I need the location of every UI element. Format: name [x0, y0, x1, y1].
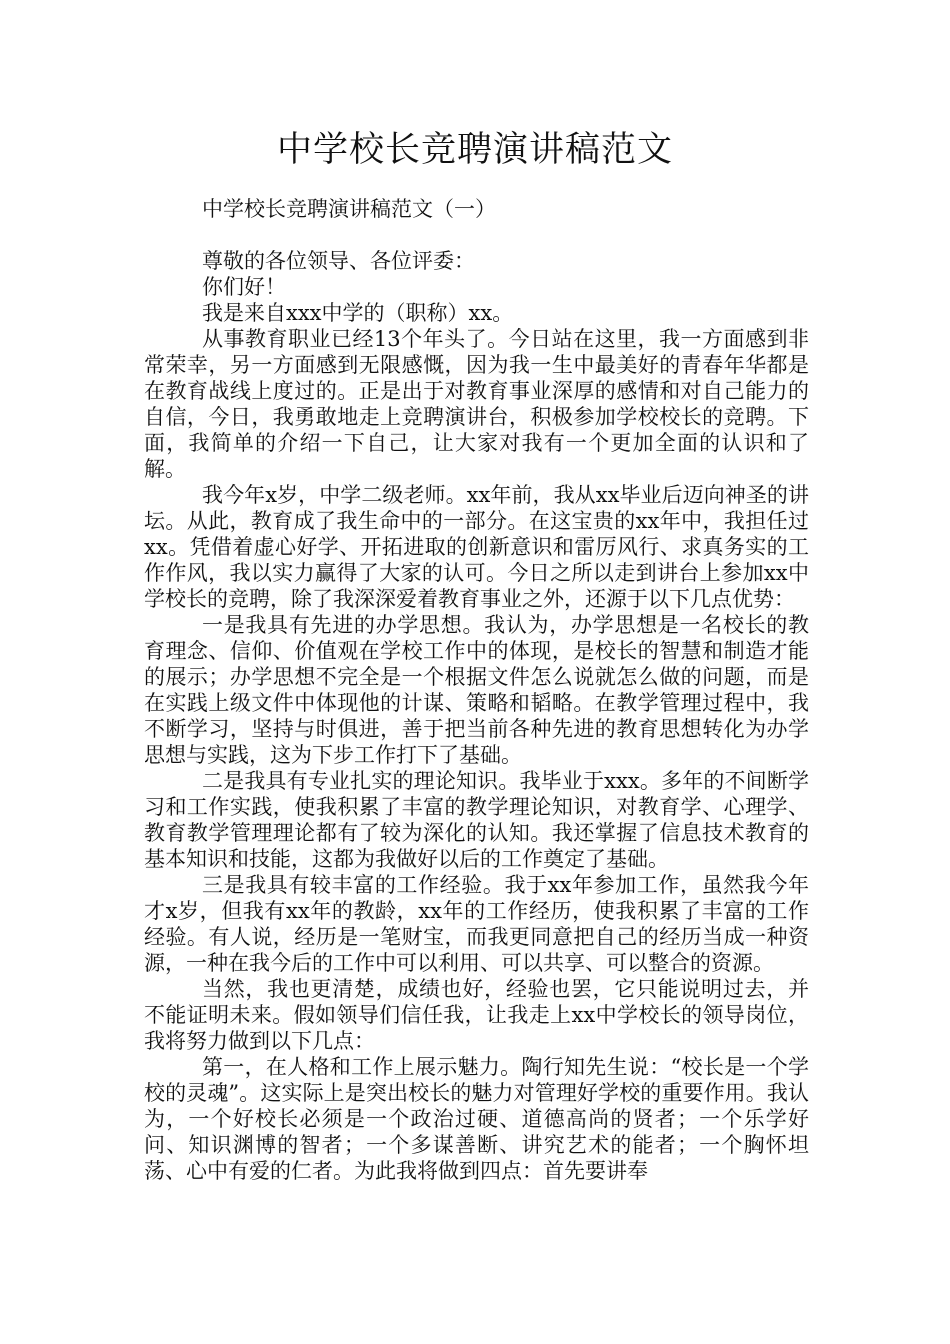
- paragraph: 二是我具有专业扎实的理论知识。我毕业于xxx。多年的不间断学习和工作实践，使我积累了丰富的教学理论知识，对教育学、心理学、教育教学管理理论都有了较为深化的认知。我还掌握了信息技术教育的基本知识和技能，这都为我做好以后的工作奠定了基础。: [144, 769, 809, 871]
- document-body: [144, 196, 809, 1184]
- paragraph: 从事教育职业已经13个年头了。今日站在这里，我一方面感到非常荣幸，另一方面感到无限感慨，因为我一生中最美好的青春年华都是在教育战线上度过的。正是出于对教育事业深厚的感情和对自己能力的自信，今日，我勇敢地走上竞聘演讲台，积极参加学校校长的竞聘。下面，我简单的介绍一下自己，让大家对我有一个更加全面的认识和了解。: [144, 327, 809, 481]
- paragraph: 一是我具有先进的办学思想。我认为，办学思想是一名校长的教育理念、信仰、价值观在学校工作中的体现，是校长的智慧和制造才能的展示；办学思想不完全是一个根据文件怎么说就怎么做的问题，而是在实践上级文件中体现他的计谋、策略和韬略。在教学管理过程中，我不断学习，坚持与时俱进，善于把当前各种先进的教育思想转化为办学思想与实践，这为下步工作打下了基础。: [144, 613, 809, 767]
- paragraph: 第一，在人格和工作上展示魅力。陶行知先生说：“校长是一个学校的灵魂”。这实际上是突出校长的魅力对管理好学校的重要作用。我认为，一个好校长必须是一个政治过硬、道德高尚的贤者；一个乐学好问、知识渊博的智者；一个多谋善断、讲究艺术的能者；一个胸怀坦荡、心中有爱的仁者。为此我将做到四点：首先要讲奉: [144, 1055, 809, 1183]
- section-heading: 中学校长竞聘演讲稿范文（一）: [202, 197, 496, 221]
- greeting: 你们好！: [202, 275, 286, 299]
- paragraph: 我今年x岁，中学二级老师。xx年前，我从xx毕业后迈向神圣的讲坛。从此，教育成了我生命中的一部分。在这宝贵的xx年中，我担任过xx。凭借着虚心好学、开拓进取的创新意识和雷厉风行、求真务实的工作作风，我以实力赢得了大家的认可。今日之所以走到讲台上参加xx中学校长的竞聘，除了我深深爱着教育事业之外，还源于以下几点优势：: [144, 483, 809, 611]
- paragraph: 当然，我也更清楚，成绩也好，经验也罢，它只能说明过去，并不能证明未来。假如领导们信任我，让我走上xx中学校长的领导岗位，我将努力做到以下几点：: [144, 977, 809, 1053]
- paragraph: 三是我具有较丰富的工作经验。我于xx年参加工作，虽然我今年才x岁，但我有xx年的教龄，xx年的工作经历，使我积累了丰富的工作经验。有人说，经历是一笔财宝，而我更同意把自己的经历当成一种资源，一种在我今后的工作中可以利用、可以共享、可以整合的资源。: [144, 873, 809, 975]
- salutation: 尊敬的各位领导、各位评委：: [202, 249, 475, 273]
- self-introduction: 我是来自xxx中学的（职称）xx。: [202, 301, 514, 325]
- document-title: 中学校长竞聘演讲稿范文: [276, 130, 673, 170]
